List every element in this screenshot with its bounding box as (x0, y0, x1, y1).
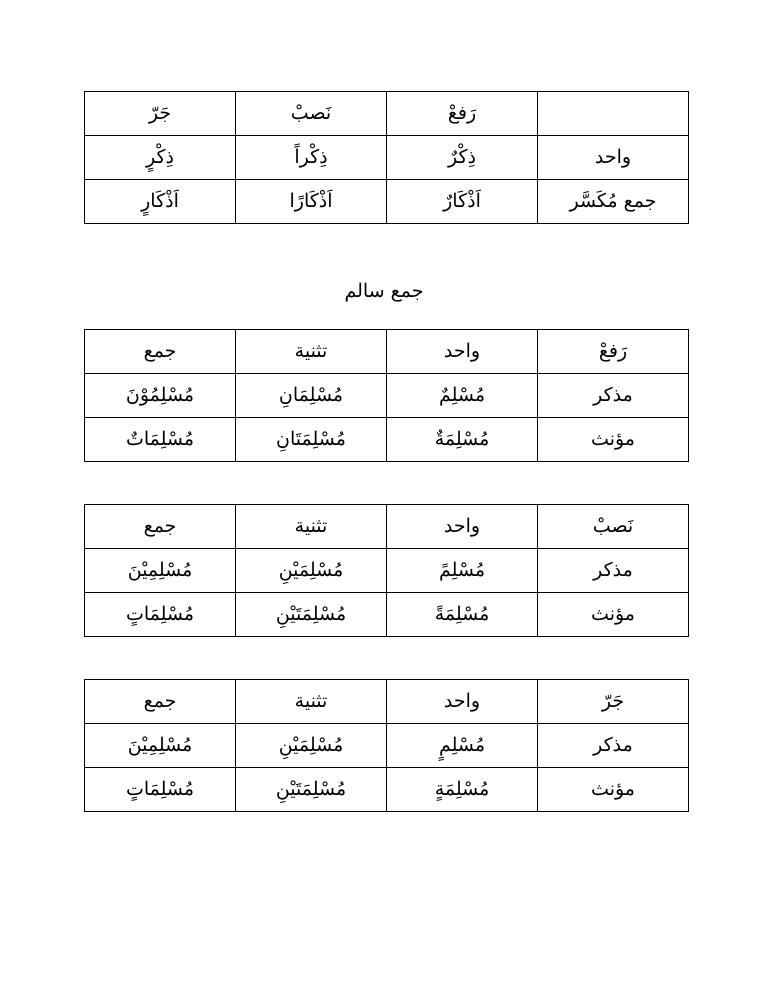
table-cell: واحد (387, 505, 538, 549)
table-row (85, 505, 689, 549)
table-cell: جَرّ (85, 92, 236, 136)
table-row (85, 418, 689, 462)
table-cell: مذكر (538, 549, 689, 593)
table-row (85, 374, 689, 418)
broken-plural-table (84, 91, 689, 224)
table-cell: اَذْكَارٌ (387, 180, 538, 224)
table-cell: رَفعْ (538, 330, 689, 374)
table-cell: مذكر (538, 724, 689, 768)
table-cell: اَذْكَارٍ (85, 180, 236, 224)
table-cell: جَرّ (538, 680, 689, 724)
table-cell: مُسْلِمِيْنَ (85, 724, 236, 768)
table-cell: مُسْلِمُوْنَ (85, 374, 236, 418)
table-cell: مؤنث (538, 418, 689, 462)
table-cell: واحد (387, 330, 538, 374)
table-cell: مُسْلِمَةً (387, 593, 538, 637)
table-cell: ذِكْرٍ (85, 136, 236, 180)
table-cell: مُسْلِمَاتٍ (85, 593, 236, 637)
table-cell: جمع (85, 330, 236, 374)
nasb-table (84, 504, 689, 637)
table-cell: مؤنث (538, 768, 689, 812)
table-cell: جمع (85, 680, 236, 724)
table-cell: واحد (387, 680, 538, 724)
table-cell (538, 92, 689, 136)
table-cell: تثنية (236, 505, 387, 549)
table-cell: ذِكْرٌ (387, 136, 538, 180)
table-cell: مُسْلِمَةٌ (387, 418, 538, 462)
table-cell: مُسْلِمٌ (387, 374, 538, 418)
table-cell: رَفعْ (387, 92, 538, 136)
table-cell: مُسْلِمَيْنِ (236, 549, 387, 593)
table-cell: مذكر (538, 374, 689, 418)
table-cell: مُسْلِمَيْنِ (236, 724, 387, 768)
jarr-table (84, 679, 689, 812)
table-cell: تثنية (236, 680, 387, 724)
table-row (85, 680, 689, 724)
table-cell: واحد (538, 136, 689, 180)
table-row (85, 549, 689, 593)
table-row (85, 136, 689, 180)
table-cell: مُسْلِمَتَيْنِ (236, 593, 387, 637)
table-cell: تثنية (236, 330, 387, 374)
table-cell: مُسْلِمَاتٍ (85, 768, 236, 812)
raf-table (84, 329, 689, 462)
table-row (85, 92, 689, 136)
table-row (85, 768, 689, 812)
table-row (85, 724, 689, 768)
table-cell: جمع مُكَسَّر (538, 180, 689, 224)
sound-plural-heading: جمع سالم (344, 280, 424, 302)
table-row (85, 330, 689, 374)
table-row (85, 593, 689, 637)
table-cell: مؤنث (538, 593, 689, 637)
table-cell: مُسْلِمَتَيْنِ (236, 768, 387, 812)
table-cell: مُسْلِمَاتٌ (85, 418, 236, 462)
table-cell: جمع (85, 505, 236, 549)
table-cell: مُسْلِمَةٍ (387, 768, 538, 812)
table-cell: مُسْلِمٍ (387, 724, 538, 768)
table-cell: مُسْلِمِيْنَ (85, 549, 236, 593)
table-cell: مُسْلِمَتَانِ (236, 418, 387, 462)
table-row (85, 180, 689, 224)
table-cell: ذِكْراً (236, 136, 387, 180)
table-cell: مُسْلِمً (387, 549, 538, 593)
table-cell: نَصبْ (236, 92, 387, 136)
table-cell: مُسْلِمَانِ (236, 374, 387, 418)
table-cell: اَذْكَارًا (236, 180, 387, 224)
table-cell: نَصبْ (538, 505, 689, 549)
